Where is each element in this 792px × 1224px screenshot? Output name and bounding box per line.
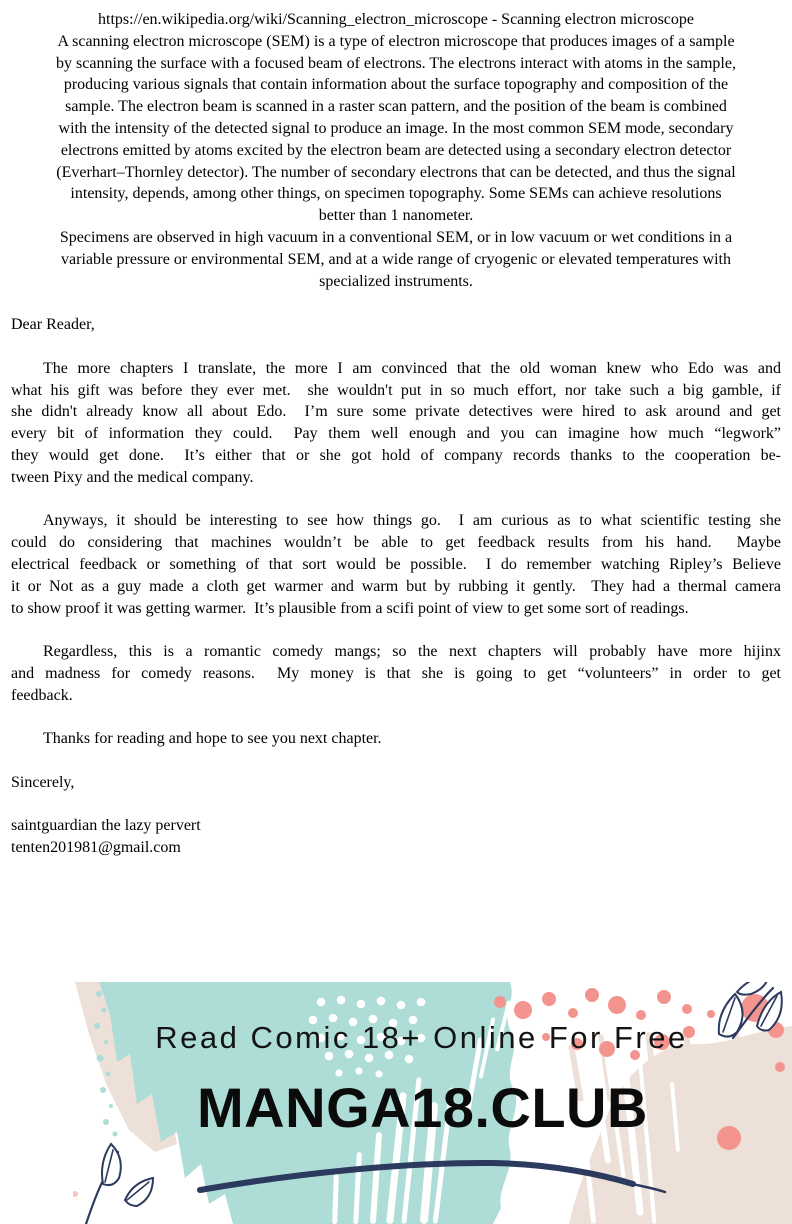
text-line: Anyways, it should be interesting to see how things go. I am curious as to what scientific testing she xyxy=(43,512,781,530)
leaf-sprig-bottom-left xyxy=(85,1144,153,1224)
text-line: saintguardian the lazy pervert xyxy=(11,817,201,835)
text-line: Thanks for reading and hope to see you next chapter. xyxy=(43,730,382,748)
banner-site-name: MANGA18.CLUB xyxy=(197,1076,648,1139)
text-line: Regardless, this is a romantic comedy mangs; so the next chapters will probably have more hijinx xyxy=(43,643,781,661)
text-line: producing various signals that contain information about the surface topography and composition of the xyxy=(63,76,729,94)
text-line: she didn't already know all about Edo. I’m sure some private detectives were hired to ask around and get xyxy=(11,403,781,421)
text-line: Dear Reader, xyxy=(11,316,95,334)
text-line: electrical feedback or something of that sort would be possible. I do remember watching Ripley’s Believe xyxy=(11,555,781,573)
text-line: tween Pixy and the medical company. xyxy=(11,468,254,486)
blank-line xyxy=(11,707,781,729)
text-line: A scanning electron microscope (SEM) is a type of electron microscope that produces images of a sample xyxy=(57,32,735,50)
text-line: and madness for comedy reasons. My money is that she is going to get “volunteers” in order to get xyxy=(11,664,781,682)
text-line: intensity, depends, among other things, on specimen topography. Some SEMs can achieve resolutions xyxy=(70,185,722,203)
text-line: variable pressure or environmental SEM, and at a wide range of cryogenic or elevated temperatures with xyxy=(61,250,731,268)
text-line: by scanning the surface with a focused beam of electrons. The electrons interact with atoms in the sample, xyxy=(56,54,736,72)
text-line: Sincerely, xyxy=(11,773,75,791)
text-line: Specimens are observed in high vacuum in a conventional SEM, or in low vacuum or wet conditions in a xyxy=(59,228,733,246)
text-line: better than 1 nanometer. xyxy=(318,207,474,225)
blank-line xyxy=(11,750,781,772)
blank-line xyxy=(11,489,781,511)
text-line: (Everhart–Thornley detector). The number of secondary electrons that can be detected, and thus the signal xyxy=(56,163,736,181)
blank-line xyxy=(11,794,781,816)
text-line: electrons emitted by atoms excited by the electron beam are detected using a secondary electron detector xyxy=(60,141,732,159)
blank-line xyxy=(11,619,781,641)
text-line: it or Not as a guy made a cloth get warmer and warm but by rubbing it gently. They had a thermal camera xyxy=(11,577,781,595)
banner-tagline: Read Comic 18+ Online For Free xyxy=(155,1020,688,1055)
text-line: specialized instruments. xyxy=(319,272,473,290)
text-line: could do considering that machines wouldn’t be able to get feedback results from his hand. Maybe xyxy=(11,534,781,552)
text-line: they would get done. It’s either that or she got hold of company records thanks to the cooperation be- xyxy=(11,446,781,464)
text-line: feedback. xyxy=(11,686,73,704)
text-line: what his gift was before they ever met. she wouldn't put in so much effort, nor take such a big gamble, if xyxy=(11,381,781,399)
text-line: https://en.wikipedia.org/wiki/Scanning_electron_microscope - Scanning electron microscope xyxy=(98,11,694,28)
text-line: with the intensity of the detected signal to produce an image. In the most common SEM mode, secondary xyxy=(58,119,734,137)
text-line: tenten201981@gmail.com xyxy=(11,839,181,857)
document-text xyxy=(11,9,781,859)
text-line: to show proof it was getting warmer. It’s plausible from a scifi point of view to get some sort of readings. xyxy=(11,599,689,617)
text-line: every bit of information they could. Pay them well enough and you can imagine how much “legwork” xyxy=(11,425,781,443)
text-line: The more chapters I translate, the more I am convinced that the old woman knew who Edo was and xyxy=(43,359,781,377)
blank-line xyxy=(11,336,781,358)
banner-image xyxy=(73,982,792,1224)
text-line: sample. The electron beam is scanned in a raster scan pattern, and the position of the beam is combined xyxy=(65,98,727,116)
blank-line xyxy=(11,292,781,314)
